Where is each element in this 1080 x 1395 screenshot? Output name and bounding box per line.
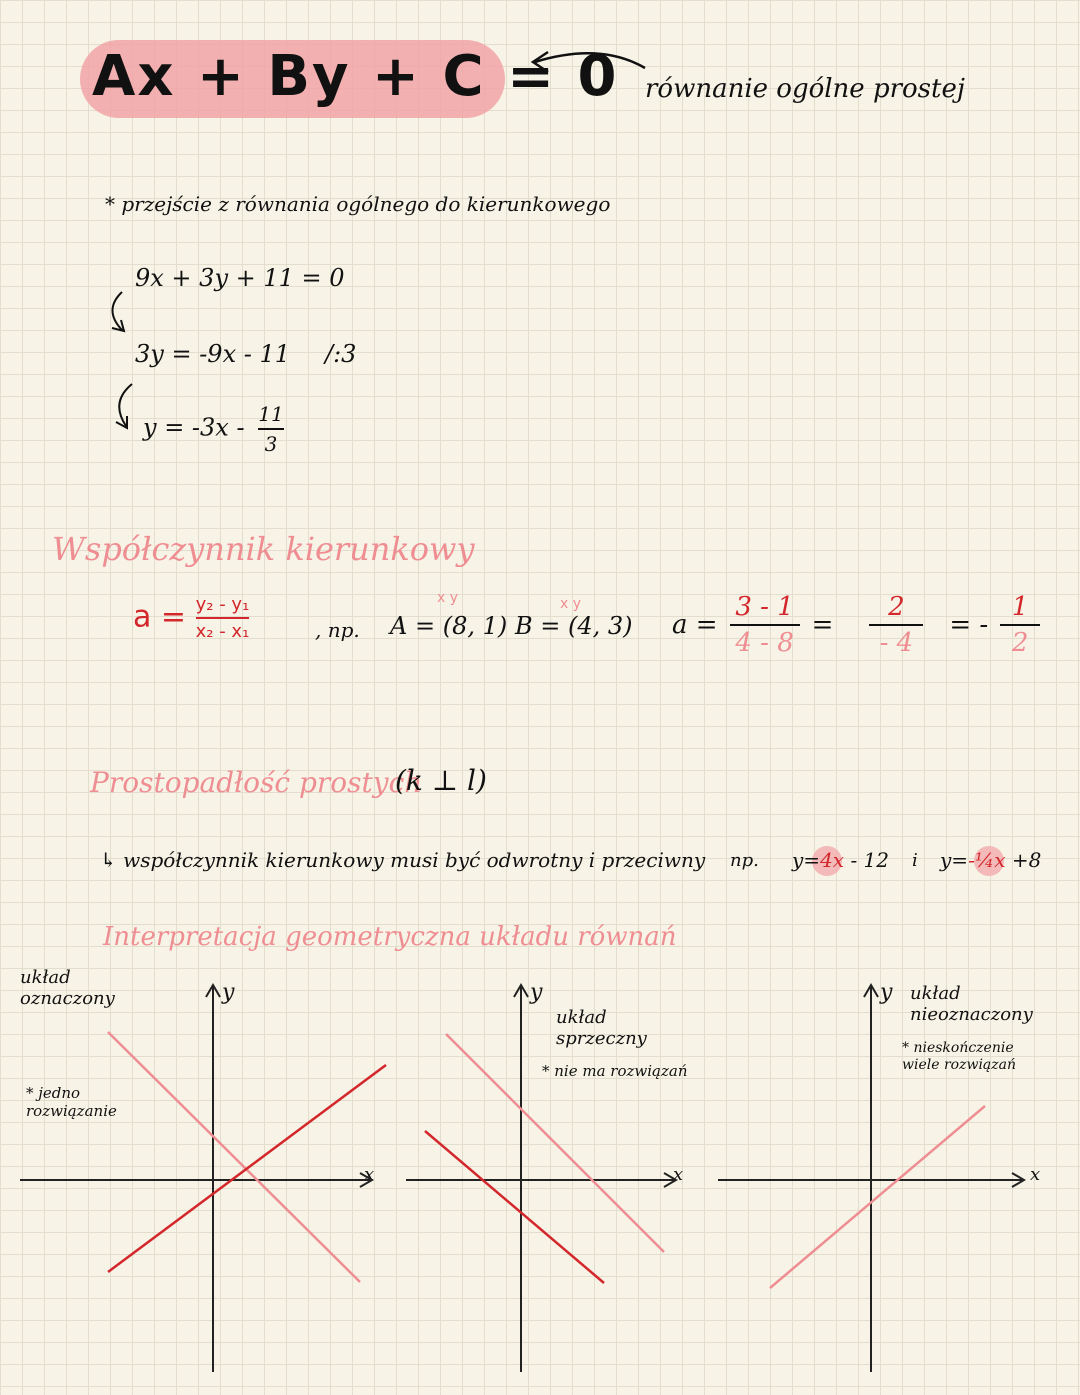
calc-den-3: 2 — [1011, 628, 1029, 658]
note-arrowhead-icon — [533, 52, 548, 72]
calc-num-1: 3 - 1 — [735, 592, 794, 622]
graph-3-type: układ nieoznaczony — [910, 983, 1033, 1025]
general-equation-note: równanie ogólne prostej — [645, 74, 965, 104]
calc-lhs: a = — [672, 610, 718, 640]
perpendicular-rule: ↳ współczynnik kierunkowy musi być odwrotny i przeciwny — [100, 848, 706, 872]
perpendicular-heading: Prostopadłość prostych — [90, 766, 423, 799]
slope-formula-lhs: a = — [133, 599, 187, 635]
graph-2-line-dark — [425, 1131, 604, 1283]
graph-2-note: * nie ma rozwiązań — [542, 1062, 688, 1080]
graph-1-line-dark — [108, 1065, 386, 1272]
conversion-step2: 3y = -9x - 11 — [135, 340, 291, 368]
slope-heading: Współczynnik kierunkowy — [52, 530, 475, 568]
example-1-pre: y= — [792, 848, 821, 872]
graph-1-note: * jedno rozwiązanie — [26, 1084, 117, 1120]
example-1-post: - 12 — [850, 848, 890, 872]
graph-2-type: układ sprzeczny — [556, 1007, 647, 1049]
calc-den-2: - 4 — [879, 628, 914, 658]
general-equation: Ax + By + C = 0 — [92, 44, 619, 109]
fraction-denominator: 3 — [264, 432, 278, 456]
graph-2-y-label: y — [530, 980, 543, 1005]
point-b: B = (4, 3) — [515, 612, 633, 640]
fraction-numerator: 11 — [258, 402, 284, 426]
example-2-post: +8 — [1011, 848, 1042, 872]
step-arrow-2-icon — [119, 384, 132, 426]
calc-num-3: 1 — [1011, 592, 1029, 622]
point-a-xy-labels: x y — [437, 590, 459, 606]
graph-2-line-light — [446, 1034, 664, 1252]
graph-1 — [20, 985, 386, 1372]
graph-1-type: układ oznaczony — [20, 967, 115, 1009]
graph-3-line-light — [770, 1106, 985, 1288]
graph-3-note: * nieskończenie wiele rozwiązań — [902, 1040, 1017, 1073]
calc-eq-1: = — [811, 610, 834, 640]
perpendicular-conj: i — [912, 850, 918, 871]
conversion-step3-lhs: y = -3x - — [143, 413, 245, 442]
example-1-coef: 4x — [820, 848, 845, 872]
calc-den-1: 4 - 8 — [735, 628, 794, 658]
perpendicular-notation: (k ⊥ l) — [395, 764, 487, 797]
point-b-xy-labels: x y — [560, 596, 582, 612]
slope-example-label: , np. — [315, 618, 360, 642]
graph-3-y-label: y — [880, 980, 893, 1005]
slope-numerator: y₂ - y₁ — [195, 594, 250, 615]
graph-3 — [718, 985, 1024, 1372]
point-a: A = (8, 1) — [390, 612, 508, 640]
perpendicular-example-label: np. — [730, 850, 759, 871]
example-2-pre: y= — [940, 848, 969, 872]
graph-3-x-label: x — [1030, 1164, 1041, 1185]
calc-num-2: 2 — [888, 592, 905, 622]
step-arrow-1-icon — [113, 292, 123, 330]
graph-2 — [406, 985, 676, 1372]
geometric-heading: Interpretacja geometryczna układu równań — [103, 922, 677, 952]
calc-eq-2: = - — [949, 610, 989, 640]
example-2-coef: -¼x — [968, 848, 1006, 872]
note-arrow-icon — [535, 53, 645, 68]
graph-1-x-label: x — [364, 1164, 375, 1185]
conversion-step1: 9x + 3y + 11 = 0 — [135, 264, 345, 292]
graph-1-y-label: y — [222, 980, 235, 1005]
conversion-step2-op: /:3 — [325, 340, 357, 368]
conversion-heading: * przejście z równania ogólnego do kierunkowego — [105, 192, 611, 216]
graph-2-x-label: x — [673, 1164, 684, 1185]
slope-denominator: x₂ - x₁ — [195, 621, 250, 642]
